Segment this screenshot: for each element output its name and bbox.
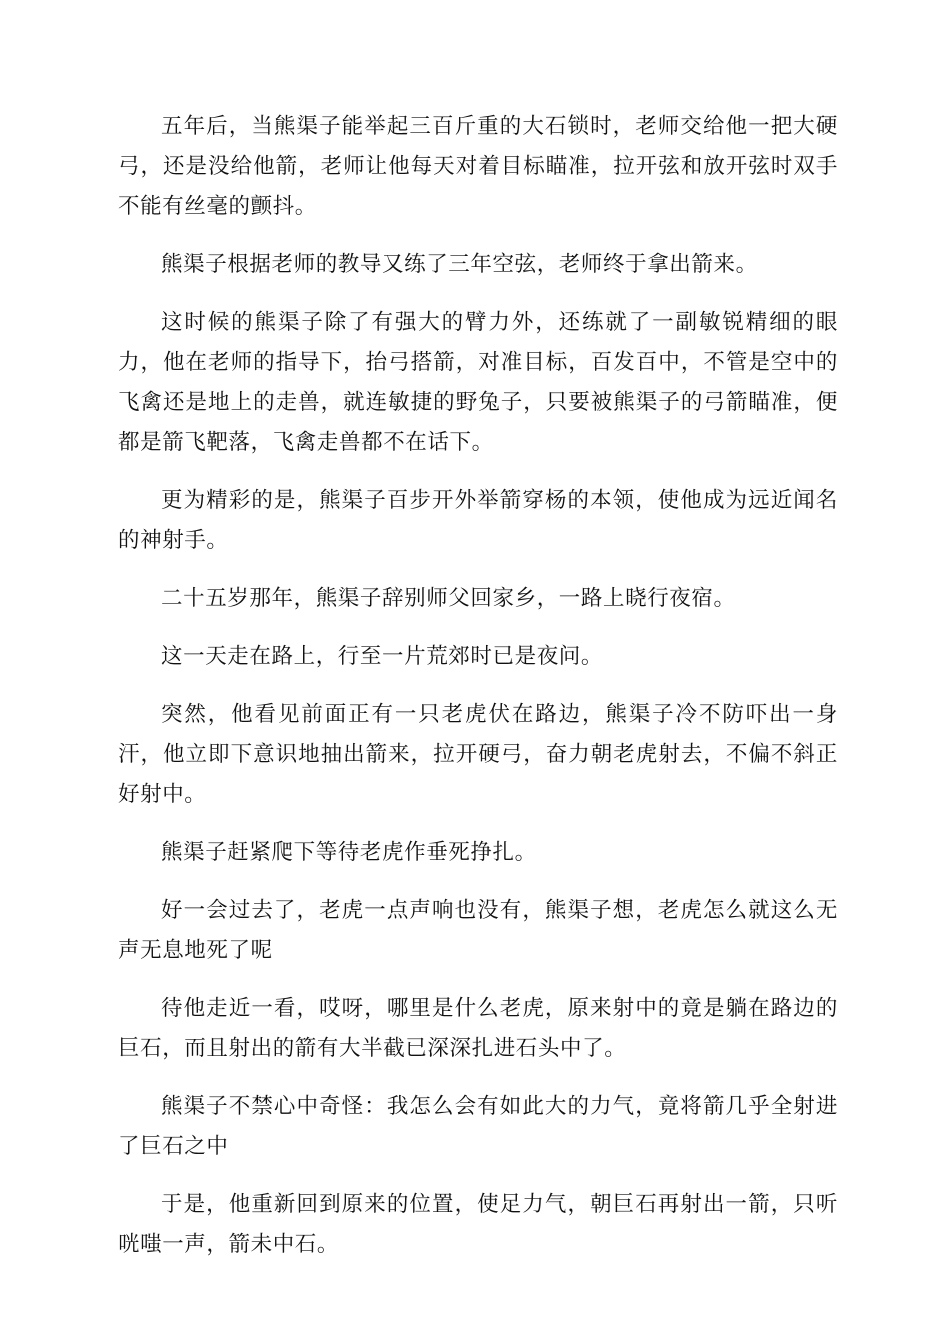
paragraph-9: 好一会过去了，老虎一点声响也没有，熊渠子想，老虎怎么就这么无声无息地死了呢 — [118, 898, 838, 963]
paragraph-3: 这时候的熊渠子除了有强大的臂力外，还练就了一副敏锐精细的眼力，他在老师的指导下，抬弓搭箭，对准目标，百发百中，不管是空中的飞禽还是地上的走兽，就连敏捷的野兔子，只要被熊渠子的弓箭瞄准，便都是箭飞靶落，飞禽走兽都不在话下。 — [118, 310, 838, 455]
paragraph-1: 五年后，当熊渠子能举起三百斤重的大石锁时，老师交给他一把大硬弓，还是没给他箭，老师让他每天对着目标瞄准，拉开弦和放开弦时双手不能有丝毫的颤抖。 — [118, 114, 838, 219]
paragraph-5: 二十五岁那年，熊渠子辞别师父回家乡，一路上晓行夜宿。 — [161, 586, 736, 611]
document-page — [118, 107, 838, 1283]
paragraph-6: 这一天走在路上，行至一片荒郊时已是夜问。 — [161, 644, 604, 669]
paragraph-4: 更为精彩的是，熊渠子百步开外举箭穿杨的本领，使他成为远近闻名的神射手。 — [118, 488, 838, 553]
paragraph-10: 待他走近一看，哎呀，哪里是什么老虎，原来射中的竟是躺在路边的巨石，而且射出的箭有大半截已深深扎进石头中了。 — [118, 996, 838, 1061]
paragraph-2: 熊渠子根据老师的教导又练了三年空弦，老师终于拿出箭来。 — [161, 252, 758, 277]
paragraph-7: 突然，他看见前面正有一只老虎伏在路边，熊渠子冷不防吓出一身汗，他立即下意识地抽出箭来，拉开硬弓，奋力朝老虎射去，不偏不斜正好射中。 — [118, 702, 838, 807]
paragraph-11: 熊渠子不禁心中奇怪：我怎么会有如此大的力气，竟将箭几乎全射进了巨石之中 — [118, 1094, 838, 1159]
paragraph-12: 于是，他重新回到原来的位置，使足力气，朝巨石再射出一箭，只听咣嗤一声，箭未中石。 — [118, 1192, 838, 1257]
paragraph-8: 熊渠子赶紧爬下等待老虎作垂死挣扎。 — [161, 840, 537, 865]
